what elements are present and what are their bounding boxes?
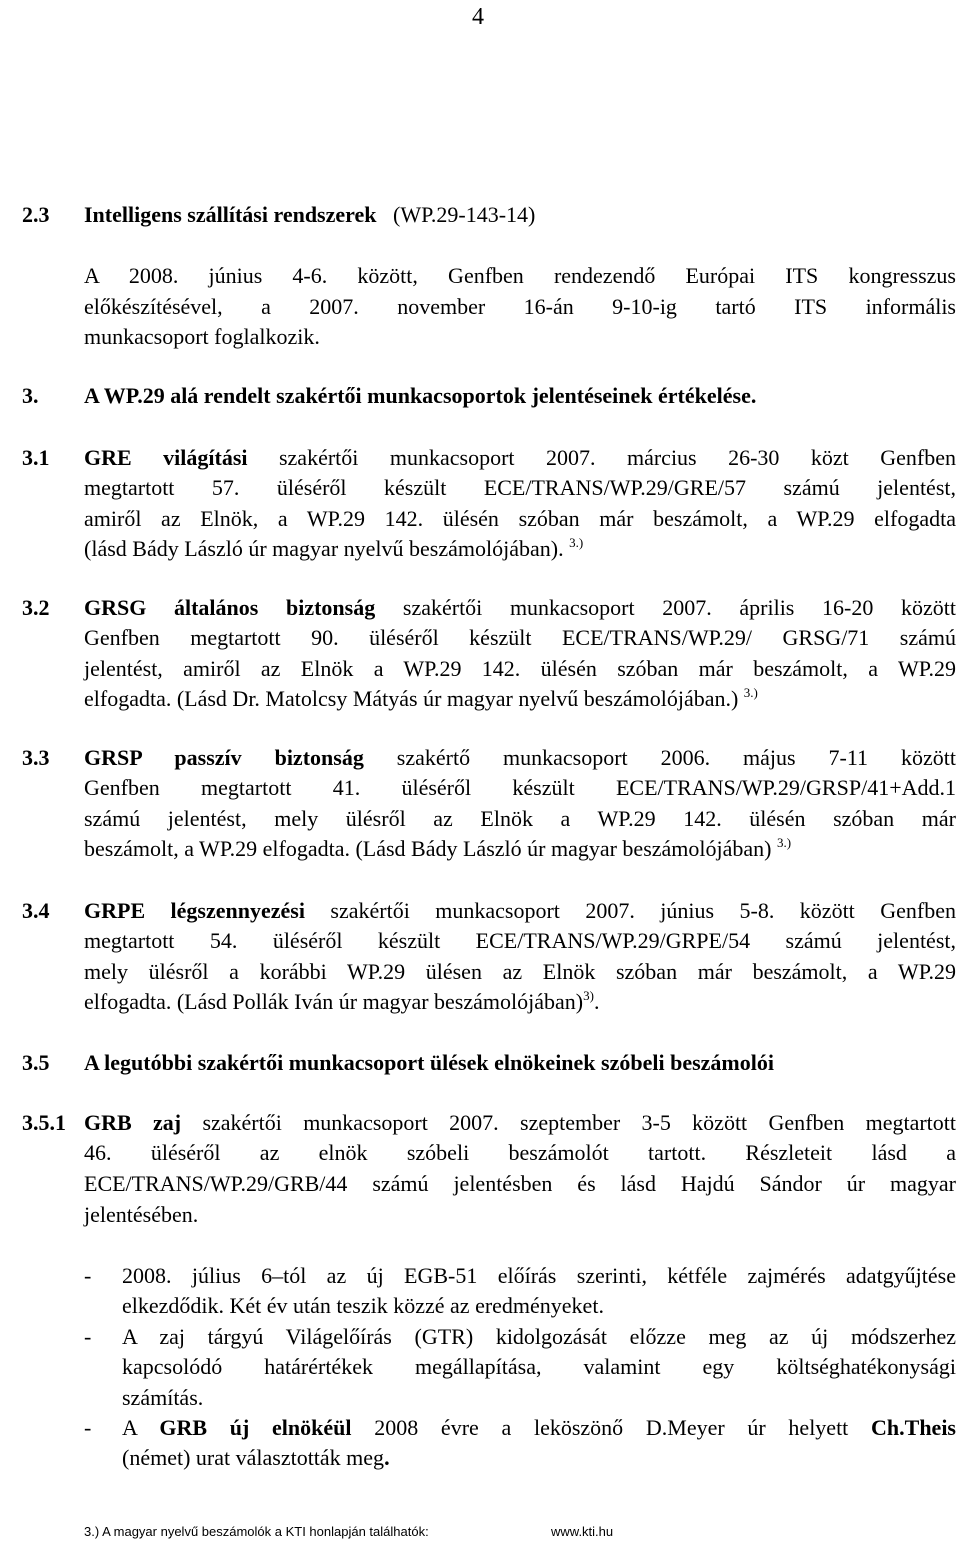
text-span: beszámolt, a WP.29 elfogadta. (Lásd Bády László úr magyar beszámolójában) — [84, 836, 772, 861]
footnote — [84, 1524, 429, 1540]
paragraph-line — [84, 746, 956, 770]
bullet-line: elkezdődik. Két év után teszik közzé az eredményeket. — [122, 1293, 604, 1318]
bullet-line: kapcsolódó határértékek megállapítása, valamint egy költséghatékonysági — [122, 1354, 956, 1379]
footnote-ref: 3.) — [776, 835, 792, 850]
text-span: . — [593, 989, 600, 1014]
page-number: 4 — [472, 4, 484, 30]
bullet-line: 2008. július 6–tól az új EGB-51 előírás szerinti, kétféle zajmérés adatgyűjtése — [122, 1263, 956, 1288]
section-number: 3.2 — [22, 595, 50, 620]
paragraph-line: számú jelentést, mely ülésről az Elnök a WP.29 142. ülésén szóban már — [84, 806, 956, 831]
paragraph-line — [84, 596, 956, 620]
section-bold-title: GRSG általános biztonság — [84, 595, 376, 620]
section-bold-title: GRPE légszennyezési — [84, 898, 305, 923]
bullet-line: számítás. — [122, 1385, 204, 1410]
section-number: 3.5.1 — [22, 1110, 66, 1135]
footnote-ref: 3.) — [569, 535, 584, 550]
text-span: elfogadta. (Lásd Pollák Iván úr magyar beszámolójában) — [84, 989, 584, 1014]
bold-span: Ch.Theis — [871, 1415, 956, 1440]
text-span: 2008 évre a leköszönő D.Meyer úr helyett — [351, 1415, 872, 1440]
paragraph-line: ECE/TRANS/WP.29/GRB/44 számú jelentésben és lásd Hajdú Sándor úr magyar — [84, 1171, 956, 1196]
bullet-line — [122, 1446, 390, 1470]
text-span: szakértői munkacsoport 2007. szeptember 3-5 között Genfben megtartott — [181, 1110, 956, 1135]
paragraph-line — [84, 899, 956, 923]
paragraph-line — [84, 687, 758, 711]
section-number: 2.3 — [22, 202, 50, 227]
paragraph-line: Genfben megtartott 41. üléséről készült ECE/TRANS/WP.29/GRSP/41+Add.1 — [84, 775, 956, 800]
footnote-ref: 3.) — [743, 685, 758, 700]
section-number: 3.4 — [22, 898, 50, 923]
text-span: elfogadta. (Lásd Dr. Matolcsy Mátyás úr magyar nyelvű beszámolójában.) — [84, 686, 739, 711]
bold-span: . — [384, 1445, 390, 1470]
text-span: szakértő munkacsoport 2006. május 7-11 között — [363, 745, 956, 770]
paragraph-line — [84, 537, 583, 561]
text-span: A — [122, 1415, 160, 1440]
paragraph-line: Genfben megtartott 90. üléséről készült ECE/TRANS/WP.29/ GRSG/71 számú — [84, 625, 956, 650]
paragraph-line — [84, 990, 599, 1014]
paragraph-line: munkacsoport foglalkozik. — [84, 324, 320, 349]
section-bold-title: GRB zaj — [84, 1110, 182, 1135]
footnote-text: 3.) A magyar nyelvű beszámolók a KTI honlapján találhatók: — [84, 1524, 429, 1539]
paragraph-line: megtartott 54. üléséről készült ECE/TRANS/WP.29/GRPE/54 számú jelentést, — [84, 928, 956, 953]
bullet-dash: - — [84, 1415, 92, 1440]
bullet-dash: - — [84, 1263, 92, 1288]
footnote-link[interactable]: www.kti.hu — [551, 1524, 614, 1539]
section-title: Intelligens szállítási rendszerek — [84, 202, 377, 227]
paragraph-line — [84, 837, 791, 861]
text-span: szakértői munkacsoport 2007. június 5-8. között Genfben — [304, 898, 956, 923]
section-heading — [84, 203, 535, 227]
paragraph-line — [84, 446, 956, 470]
paragraph-line: A 2008. június 4-6. között, Genfben rendezendő Európai ITS kongresszus — [84, 263, 956, 288]
section-bold-title: GRSP passzív biztonság — [84, 745, 364, 770]
section-bold-title: GRE világítási — [84, 445, 248, 470]
section-number: 3.3 — [22, 745, 50, 770]
section-ref: (WP.29-143-14) — [393, 202, 536, 227]
section-title: A legutóbbi szakértői munkacsoport ülések elnökeinek szóbeli beszámolói — [84, 1050, 774, 1075]
paragraph-line: jelentésében. — [84, 1202, 199, 1227]
text-span: (lásd Bády László úr magyar nyelvű beszámolójában). — [84, 536, 564, 561]
bullet-line: A zaj tárgyú Világelőírás (GTR) kidolgozását előzze meg az új módszerhez — [122, 1324, 956, 1349]
text-span: szakértői munkacsoport 2007. március 26-30 közt Genfben — [247, 445, 956, 470]
text-span: (német) urat választották meg — [122, 1445, 385, 1470]
text-span: szakértői munkacsoport 2007. április 16-20 között — [375, 595, 956, 620]
bullet-line — [122, 1416, 956, 1440]
paragraph-line: megtartott 57. üléséről készült ECE/TRANS/WP.29/GRE/57 számú jelentést, — [84, 475, 956, 500]
bold-span: GRB új elnökéül — [159, 1415, 352, 1440]
section-title: A WP.29 alá rendelt szakértői munkacsoportok jelentéseinek értékelése. — [84, 383, 757, 408]
paragraph-line — [84, 1111, 956, 1135]
footnote-ref: 3) — [583, 988, 594, 1003]
paragraph-line: előkészítésével, a 2007. november 16-án 9-10-ig tartó ITS informális — [84, 294, 956, 319]
paragraph-line: amiről az Elnök, a WP.29 142. ülésén szóban már beszámolt, a WP.29 elfogadta — [84, 506, 956, 531]
section-number: 3.1 — [22, 445, 50, 470]
paragraph-line: 46. üléséről az elnök szóbeli beszámolót tartott. Részleteit lásd a — [84, 1140, 956, 1165]
section-number: 3.5 — [22, 1050, 50, 1075]
section-number: 3. — [22, 383, 39, 408]
paragraph-line: jelentést, amiről az Elnök a WP.29 142. ülésén szóban már beszámolt, a WP.29 — [84, 656, 956, 681]
paragraph-line: mely ülésről a korábbi WP.29 ülésen az Elnök szóban már beszámolt, a WP.29 — [84, 959, 956, 984]
bullet-dash: - — [84, 1324, 92, 1349]
